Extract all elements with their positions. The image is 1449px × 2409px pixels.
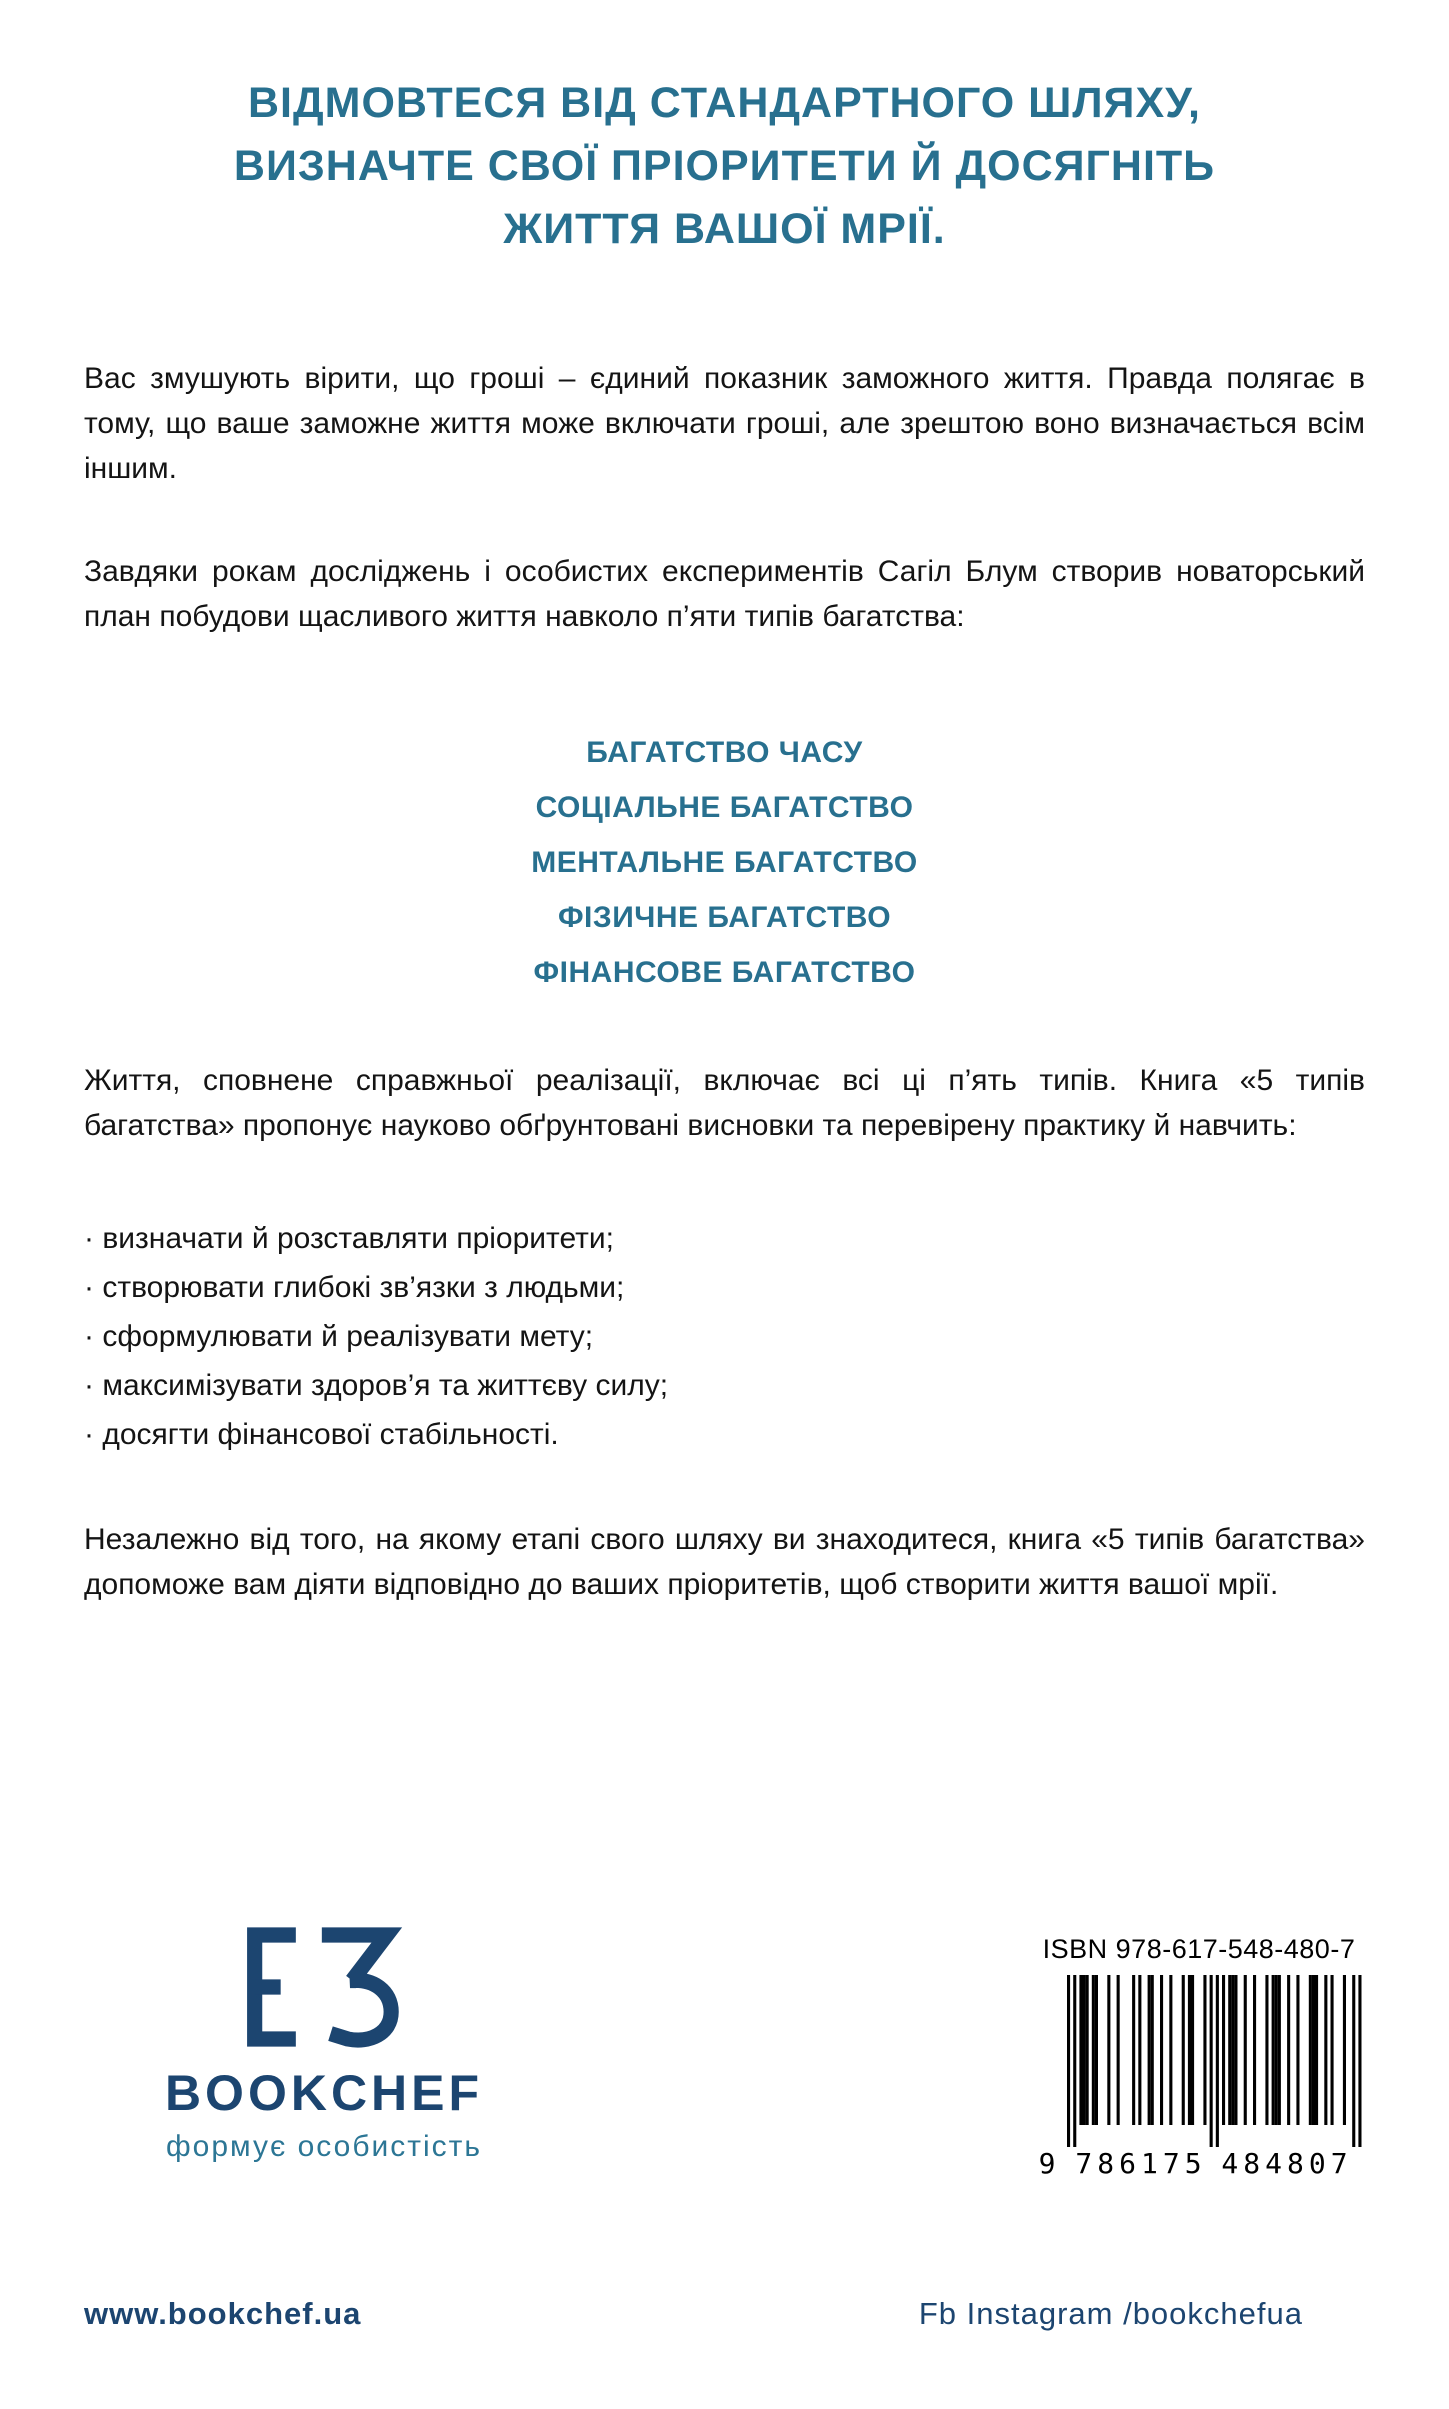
benefit-item-health: · максимізувати здоров’я та життєву силу; (84, 1369, 669, 1402)
wealth-types-list (84, 725, 1365, 1000)
footer (84, 2296, 1365, 2332)
wealth-type-time: БАГАТСТВО ЧАСУ (586, 736, 863, 769)
wealth-type-physical: ФІЗИЧНЕ БАГАТСТВО (557, 901, 892, 934)
isbn-number: ISBN 978-617-548-480-7 (1042, 1934, 1356, 1964)
wealth-type-social: СОЦІАЛЬНЕ БАГАТСТВО (535, 791, 914, 824)
benefit-item-finance: · досягти фінансової стабільності. (84, 1418, 559, 1451)
benefit-item-connections: · створювати глибокі зв’язки з людьми; (84, 1271, 625, 1304)
publisher-name: BOOKCHEF (164, 2065, 484, 2121)
headline-line-2: ВИЗНАЧТЕ СВОЇ ПРІОРИТЕТИ Й ДОСЯГНІТЬ (233, 142, 1216, 190)
publisher-block (84, 1922, 564, 2164)
publisher-tagline: формує особистість (165, 2130, 483, 2163)
paragraph-money-belief: Вас змушують вірити, що гроші – єдиний показник заможного життя. Правда полягає в тому, що ваше заможне життя може включати гроші, але зрештою воно визначається всім іншим. (84, 362, 1365, 485)
benefit-item-priorities: · визначати й розставляти пріоритети; (84, 1222, 614, 1255)
paragraph-book-promise: Життя, сповнене справжньої реалізації, включає всі ці п’ять типів. Книга «5 типів багатства» пропонує науково обґрунтовані висновки та перевірену практику й навчить: (84, 1064, 1365, 1142)
headline-line-1: ВІДМОВТЕСЯ ВІД СТАНДАРТНОГО ШЛЯХУ, (248, 79, 1201, 127)
bookchef-logo-icon (236, 1922, 412, 2052)
headline-line-3: ЖИТТЯ ВАШОЇ МРІЇ. (503, 205, 946, 253)
benefit-item-purpose: · сформулювати й реалізувати мету; (84, 1320, 594, 1353)
svg-text:786175: 786175 (1075, 2147, 1207, 2180)
publisher-and-isbn-row (0, 1912, 1449, 2188)
wealth-type-mental: МЕНТАЛЬНЕ БАГАТСТВО (531, 846, 918, 879)
website-url: www.bookchef.ua (84, 2296, 362, 2331)
svg-text:9: 9 (1038, 2147, 1056, 2180)
wealth-type-financial: ФІНАНСОВЕ БАГАТСТВО (533, 956, 916, 989)
benefits-list (84, 1214, 1365, 1459)
paragraph-closing: Незалежно від того, на якому етапі свого шляху ви знаходитеся, книга «5 типів багатства» допоможе вам діяти відповідно до ваших пріоритетів, щоб створити життя вашої мрії. (84, 1523, 1365, 1601)
ean13-barcode (1029, 1975, 1369, 2183)
isbn-block (1009, 1912, 1389, 2188)
social-handles: Fb Instagram /bookchefua (918, 2296, 1303, 2331)
paragraph-research: Завдяки рокам досліджень і особистих експериментів Сагіл Блум створив новаторський план побудови щасливого життя навколо п’яти типів багатства: (84, 555, 1365, 633)
headline (84, 72, 1365, 261)
svg-text:484807: 484807 (1221, 2147, 1353, 2180)
